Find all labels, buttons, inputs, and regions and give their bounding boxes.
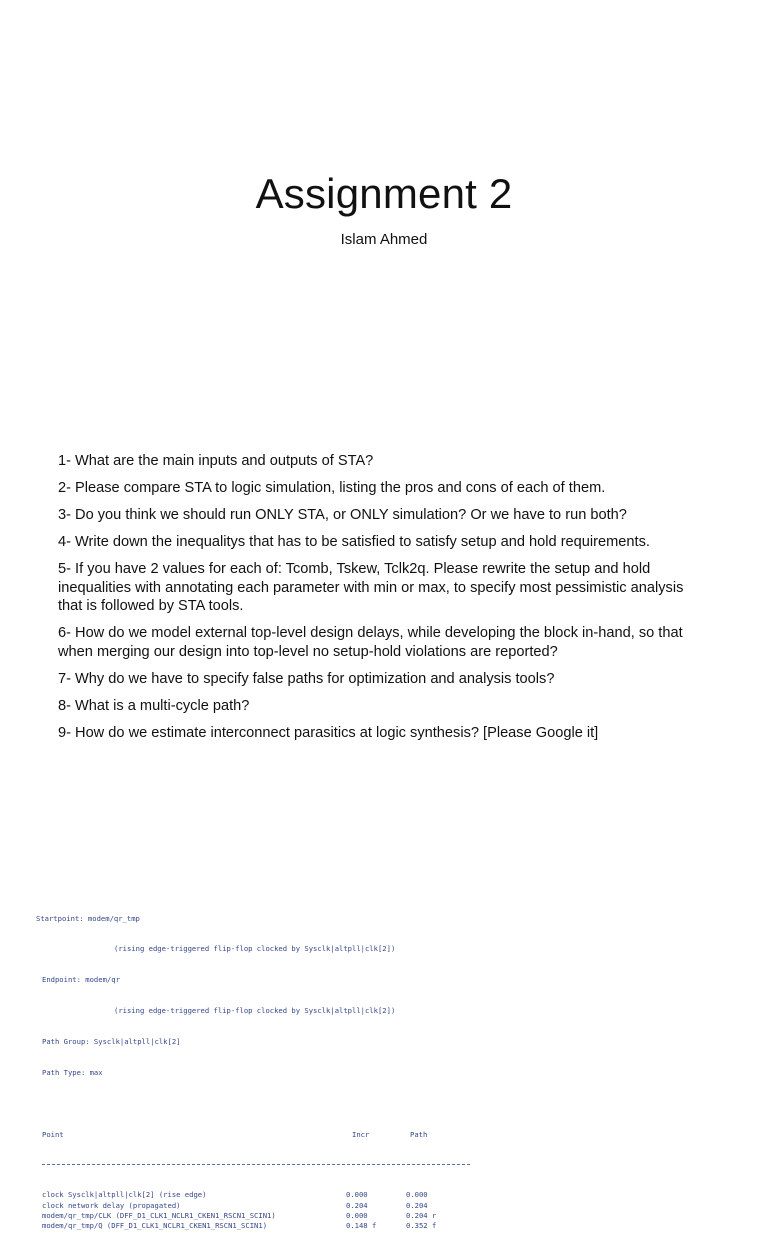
report-endpoint: Endpoint: modem/qr [42, 975, 120, 985]
report-startpoint-detail: (rising edge-triggered flip-flop clocked by Sysclk|altpll|clk[2]) [114, 944, 396, 954]
report-row-point: clock network delay (propagated) [42, 1200, 181, 1210]
column-point: Point [42, 1129, 64, 1139]
report-row [36, 1211, 476, 1221]
report-row-incr: 0.204 [346, 1200, 368, 1210]
question-1: 1- What are the main inputs and outputs of STA? [58, 453, 374, 469]
report-separator [42, 1164, 470, 1166]
report-path-group: Path Group: Sysclk|altpll|clk[2] [42, 1037, 181, 1047]
report-row [36, 1190, 476, 1200]
report-column-headers [36, 1130, 476, 1140]
question-7: 7- Why do we have to specify false paths for optimization and analysis tools? [58, 671, 555, 688]
question-4: 4- Write down the inequalitys that has to be satisfied to satisfy setup and hold requirements. [58, 534, 650, 551]
report-row-incr: 0.148 f [346, 1221, 377, 1231]
report-path-type: Path Type: max [42, 1068, 103, 1078]
report-row [36, 1221, 476, 1231]
question-2: 2- Please compare STA to logic simulation, listing the pros and cons of each of them. [58, 480, 606, 497]
question-list [58, 452, 708, 751]
report-row-point: clock Sysclk|altpll|clk[2] (rise edge) [42, 1190, 207, 1200]
report-row-point: modem/qr_tmp/Q (DFF_D1_CLK1_NCLR1_CKEN1_RSCN1_SCIN1) [42, 1221, 268, 1231]
report-row-path: 0.204 r [406, 1210, 437, 1220]
timing-report [36, 893, 476, 1231]
report-row-incr: 0.000 [346, 1210, 368, 1220]
report-row-incr: 0.000 [346, 1190, 368, 1200]
report-row-path: 0.204 [406, 1200, 428, 1210]
column-incr: Incr [352, 1129, 370, 1139]
report-row-path: 0.000 [406, 1190, 428, 1200]
report-rows [36, 1190, 476, 1231]
question-3: 3- Do you think we should run ONLY STA, or ONLY simulation? Or we have to run both? [58, 507, 627, 524]
author-name: Islam Ahmed [340, 231, 428, 248]
report-endpoint-detail: (rising edge-triggered flip-flop clocked by Sysclk|altpll|clk[2]) [114, 1006, 396, 1016]
question-8: 8- What is a multi-cycle path? [58, 698, 250, 715]
report-row-path: 0.352 f [406, 1221, 437, 1231]
column-path: Path [410, 1129, 428, 1139]
report-row [36, 1201, 476, 1211]
report-startpoint: Startpoint: modem/qr_tmp [36, 913, 140, 923]
document-title: Assignment 2 [255, 170, 513, 217]
question-5: 5- If you have 2 values for each of: Tcomb, Tskew, Tclk2q. Please rewrite the setup and hold inequalities with annotating each parameter with min or max, to specify most pessimistic analysis that is followed by STA tools. [58, 561, 684, 615]
report-row-point: modem/qr_tmp/CLK (DFF_D1_CLK1_NCLR1_CKEN1_RSCN1_SCIN1) [42, 1210, 276, 1220]
question-6: 6- How do we model external top-level design delays, while developing the block in-hand, so that when merging our design into top-level no setup-hold violations are reported? [58, 625, 683, 660]
question-9: 9- How do we estimate interconnect parasitics at logic synthesis? [Please Google it] [58, 725, 599, 742]
report-spacer [36, 1099, 476, 1109]
